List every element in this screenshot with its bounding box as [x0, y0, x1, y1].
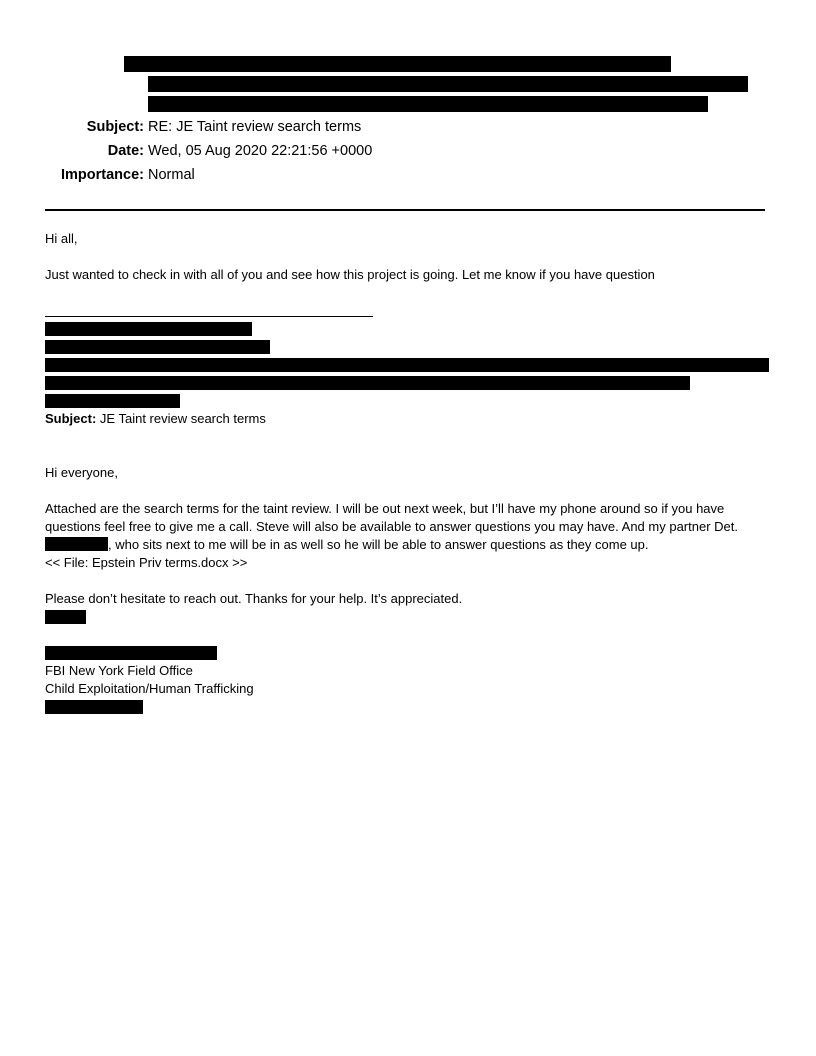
- signature-office: FBI New York Field Office: [45, 663, 193, 678]
- redaction-quoted-from: [45, 322, 252, 336]
- reply-greeting: Hi all,: [45, 231, 78, 246]
- redaction-quoted-cc: [45, 394, 180, 408]
- redaction-quoted-to: [45, 358, 769, 372]
- redaction-quoted-to-cont: [45, 376, 690, 390]
- reply-body: Just wanted to check in with all of you and see how this project is going. Let me know if you have question: [45, 267, 655, 282]
- original-closing: Please don’t hesitate to reach out. Thanks for your help. It’s appreciated.: [45, 591, 463, 606]
- date-value: Wed, 05 Aug 2020 22:21:56 +0000: [148, 143, 373, 159]
- redaction-to: [148, 76, 748, 92]
- subject-label: Subject:: [86, 119, 144, 135]
- subject-row: [0, 117, 816, 137]
- original-para1-line3: , who sits next to me will be in as well so he will be able to answer questions as they come up.: [108, 537, 649, 552]
- subject-value: RE: JE Taint review search terms: [148, 119, 362, 135]
- original-greeting: Hi everyone,: [45, 465, 118, 480]
- quoted-subject-label: Subject:: [45, 411, 97, 426]
- header-divider: [45, 209, 765, 211]
- redaction-quoted-sent: [45, 340, 270, 354]
- redaction-sender-full-name: [45, 646, 217, 660]
- attachment-link[interactable]: << File: Epstein Priv terms.docx >>: [45, 555, 248, 570]
- signature-unit: Child Exploitation/Human Trafficking: [45, 681, 254, 696]
- redaction-cc: [148, 96, 708, 112]
- importance-row: [0, 165, 816, 185]
- redaction-phone: [45, 700, 143, 714]
- quote-separator: [45, 316, 373, 317]
- date-row: [0, 141, 816, 161]
- original-para1-line1: Attached are the search terms for the taint review. I will be out next week, but I’ll have my phone around so if you have: [45, 501, 725, 516]
- date-label: Date:: [107, 143, 144, 159]
- original-para1-line2: questions feel free to give me a call. Steve will also be available to answer questions you may have. And my partner Det.: [45, 519, 738, 534]
- importance-value: Normal: [148, 167, 195, 183]
- quoted-subject: [45, 410, 266, 428]
- redaction-from: [124, 56, 671, 72]
- quoted-subject-value: JE Taint review search terms: [99, 411, 266, 426]
- redaction-sender-first-name: [45, 610, 86, 624]
- importance-label: Importance:: [61, 167, 144, 183]
- original-para1-line3-row: [45, 536, 649, 554]
- redaction-partner-name: [45, 537, 108, 551]
